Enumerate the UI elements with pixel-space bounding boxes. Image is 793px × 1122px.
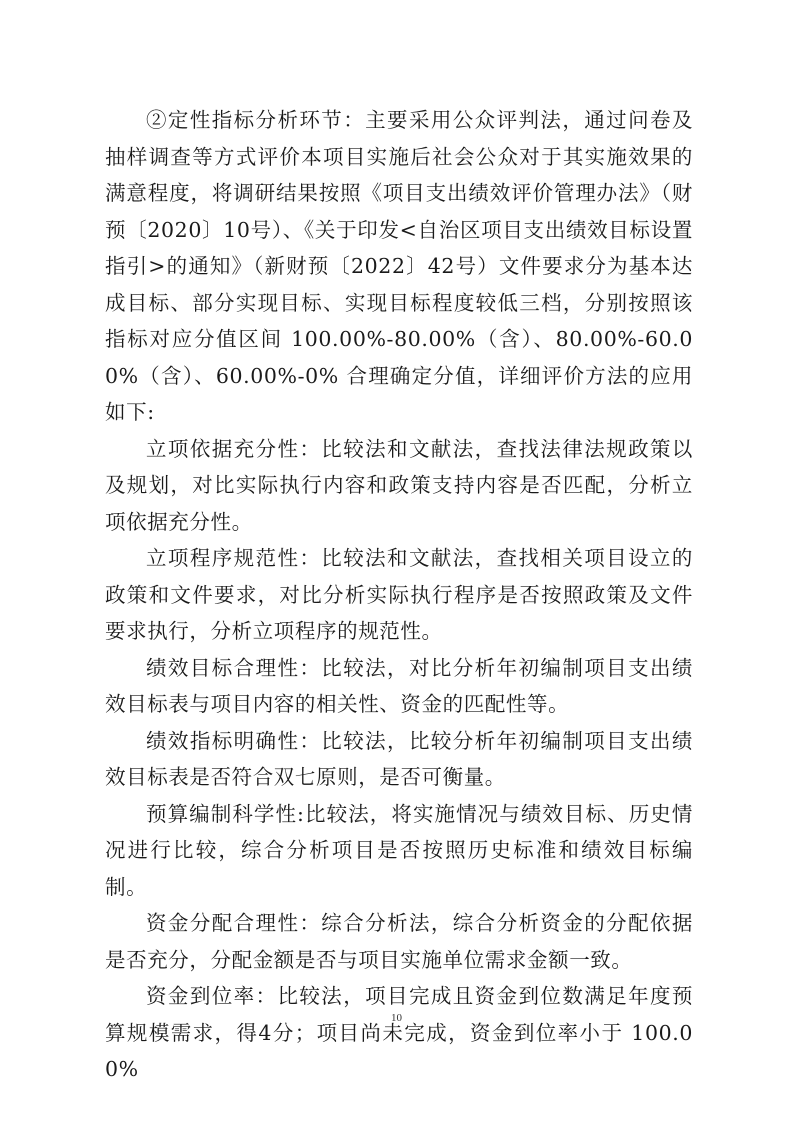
- page-number: 10: [391, 1012, 402, 1024]
- paragraph-indicator-clarity: 绩效指标明确性：比较法，比较分析年初编制项目支出绩效目标表是否符合双七原则，是否可衡量。: [105, 728, 693, 789]
- paragraph-qualitative-analysis: ②定性指标分析环节：主要采用公众评判法，通过问卷及抽样调查等方式评价本项目实施后社会公众对于其实施效果的满意程度，将调研结果按照《项目支出绩效评价管理办法》（财预〔2020〕10号）、《关于印发<自治区项目支出绩效目标设置指引>的通知》（新财预〔2022〕42号）文件要求分为基本达成目标、部分实现目标、实现目标程度较低三档，分别按照该指标对应分值区间 100.00%-80.00%（含）、80.00%-60.00%（含）、60.00%-0% 合理确定分值，详细评价方法的应用如下:: [105, 108, 693, 424]
- paragraph-budget-science: 预算编制科学性:比较法，将实施情况与绩效目标、历史情况进行比较，综合分析项目是否按照历史标准和绩效目标编制。: [105, 801, 693, 899]
- paragraph-project-basis: 立项依据充分性：比较法和文献法，查找法律法规政策以及规划，对比实际执行内容和政策支持内容是否匹配，分析立项依据充分性。: [105, 436, 693, 534]
- paragraph-goal-rationality: 绩效目标合理性：比较法，对比分析年初编制项目支出绩效目标表与项目内容的相关性、资金的匹配性等。: [105, 655, 693, 716]
- paragraph-fund-arrival-rate: 资金到位率：比较法，项目完成且资金到位数满足年度预算规模需求，得4分；项目尚未完成，资金到位率小于 100.00%: [105, 984, 693, 1081]
- paragraph-project-procedure: 立项程序规范性：比较法和文献法，查找相关项目设立的政策和文件要求，对比分析实际执行程序是否按照政策及文件要求执行，分析立项程序的规范性。: [105, 546, 693, 643]
- paragraph-fund-allocation: 资金分配合理性：综合分析法，综合分析资金的分配依据是否充分，分配金额是否与项目实施单位需求金额一致。: [105, 911, 693, 972]
- body-text: [105, 102, 693, 1088]
